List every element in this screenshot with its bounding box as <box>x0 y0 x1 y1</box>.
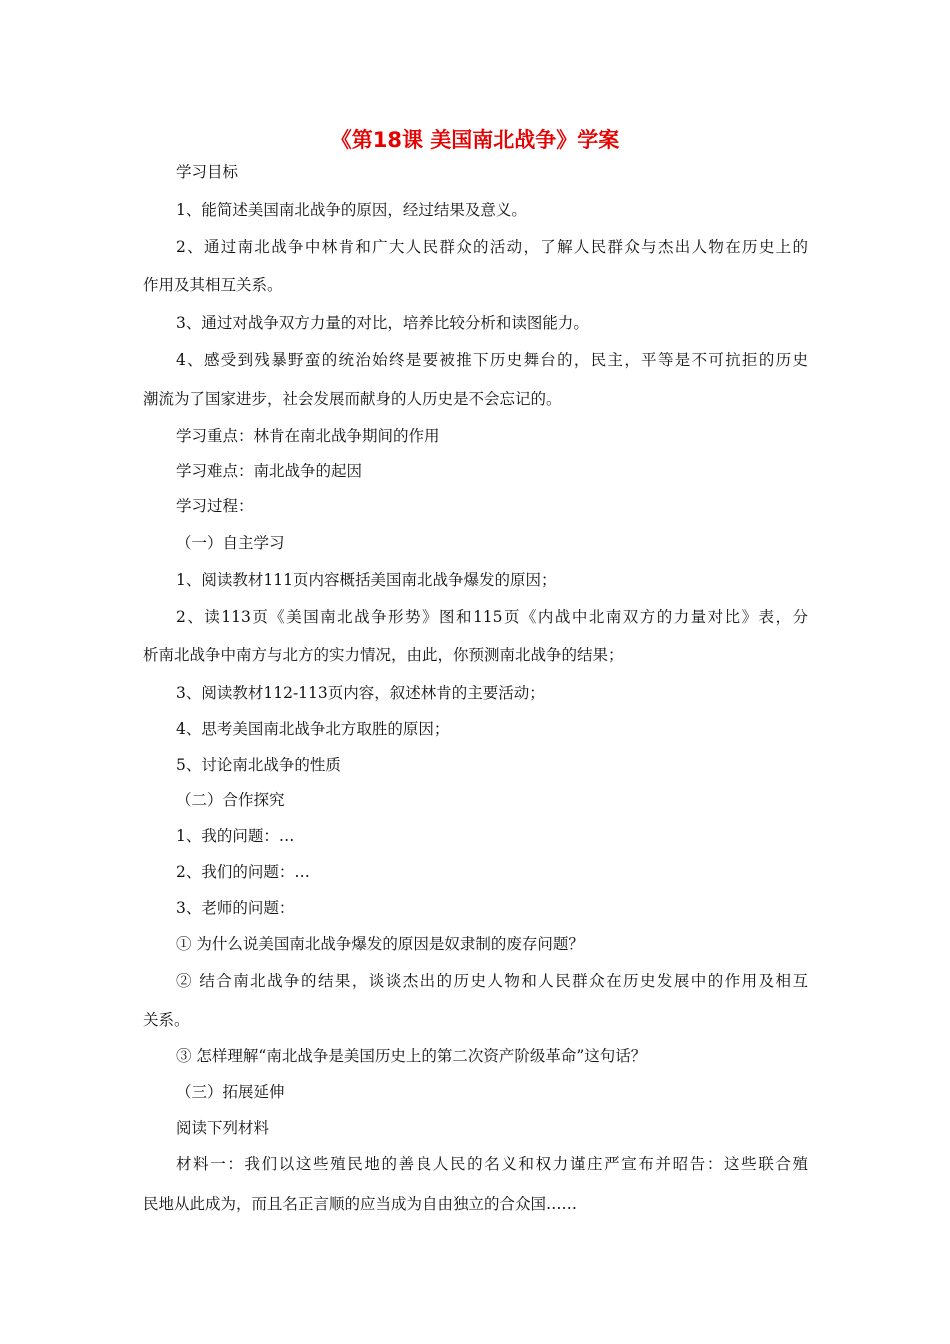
goal-2-line-1: 2、通过南北战争中林肯和广大人民群众的活动，了解人民群众与杰出人物在历史上的 <box>176 238 808 256</box>
goal-1: 1、能简述美国南北战争的原因，经过结果及意义。 <box>176 201 527 219</box>
goal-4-line-2: 潮流为了国家进步，社会发展而献身的人历史是不会忘记的。 <box>143 390 562 408</box>
self-study-2-line-1: 2、读113页《美国南北战争形势》图和115页《内战中北南双方的力量对比》表，分 <box>176 608 808 626</box>
material-1-line-2: 民地从此成为，而且名正言顺的应当成为自由独立的合众国…… <box>143 1195 578 1213</box>
self-study-5: 5、讨论南北战争的性质 <box>176 756 341 774</box>
coop-2: 2、我们的问题：… <box>176 863 310 881</box>
goal-3: 3、通过对战争双方力量的对比，培养比较分析和读图能力。 <box>176 314 589 332</box>
question-1: ① 为什么说美国南北战争爆发的原因是奴隶制的废存问题？ <box>176 935 584 953</box>
heading-process: 学习过程： <box>176 497 254 515</box>
coop-1: 1、我的问题：… <box>176 827 295 845</box>
key-point: 学习重点：林肯在南北战争期间的作用 <box>176 427 440 445</box>
goal-2-line-2: 作用及其相互关系。 <box>143 276 283 294</box>
document-title: 《第18课 美国南北战争》学案 <box>330 128 620 152</box>
self-study-2-line-2: 析南北战争中南方与北方的实力情况，由此，你预测南北战争的结果； <box>143 646 624 664</box>
coop-3: 3、老师的问题： <box>176 899 295 917</box>
difficult-point: 学习难点：南北战争的起因 <box>176 462 363 480</box>
reading-instruction: 阅读下列材料 <box>176 1119 270 1137</box>
heading-learning-goals: 学习目标 <box>176 163 239 181</box>
section-cooperation: （二）合作探究 <box>176 791 285 809</box>
self-study-1: 1、阅读教材111页内容概括美国南北战争爆发的原因； <box>176 571 557 589</box>
self-study-3: 3、阅读教材112-113页内容，叙述林肯的主要活动； <box>176 684 545 702</box>
section-self-study: （一）自主学习 <box>176 534 285 552</box>
material-1-line-1: 材料一：我们以这些殖民地的善良人民的名义和权力谨庄严宣布并昭告：这些联合殖 <box>176 1155 808 1173</box>
question-2-line-1: ② 结合南北战争的结果，谈谈杰出的历史人物和人民群众在历史发展中的作用及相互 <box>176 972 808 990</box>
question-3: ③ 怎样理解“南北战争是美国历史上的第二次资产阶级革命”这句话？ <box>176 1047 647 1065</box>
self-study-4: 4、思考美国南北战争北方取胜的原因； <box>176 720 450 738</box>
section-extension: （三）拓展延伸 <box>176 1083 285 1101</box>
question-2-line-2: 关系。 <box>143 1011 190 1029</box>
goal-4-line-1: 4、感受到残暴野蛮的统治始终是要被推下历史舞台的，民主，平等是不可抗拒的历史 <box>176 351 808 369</box>
